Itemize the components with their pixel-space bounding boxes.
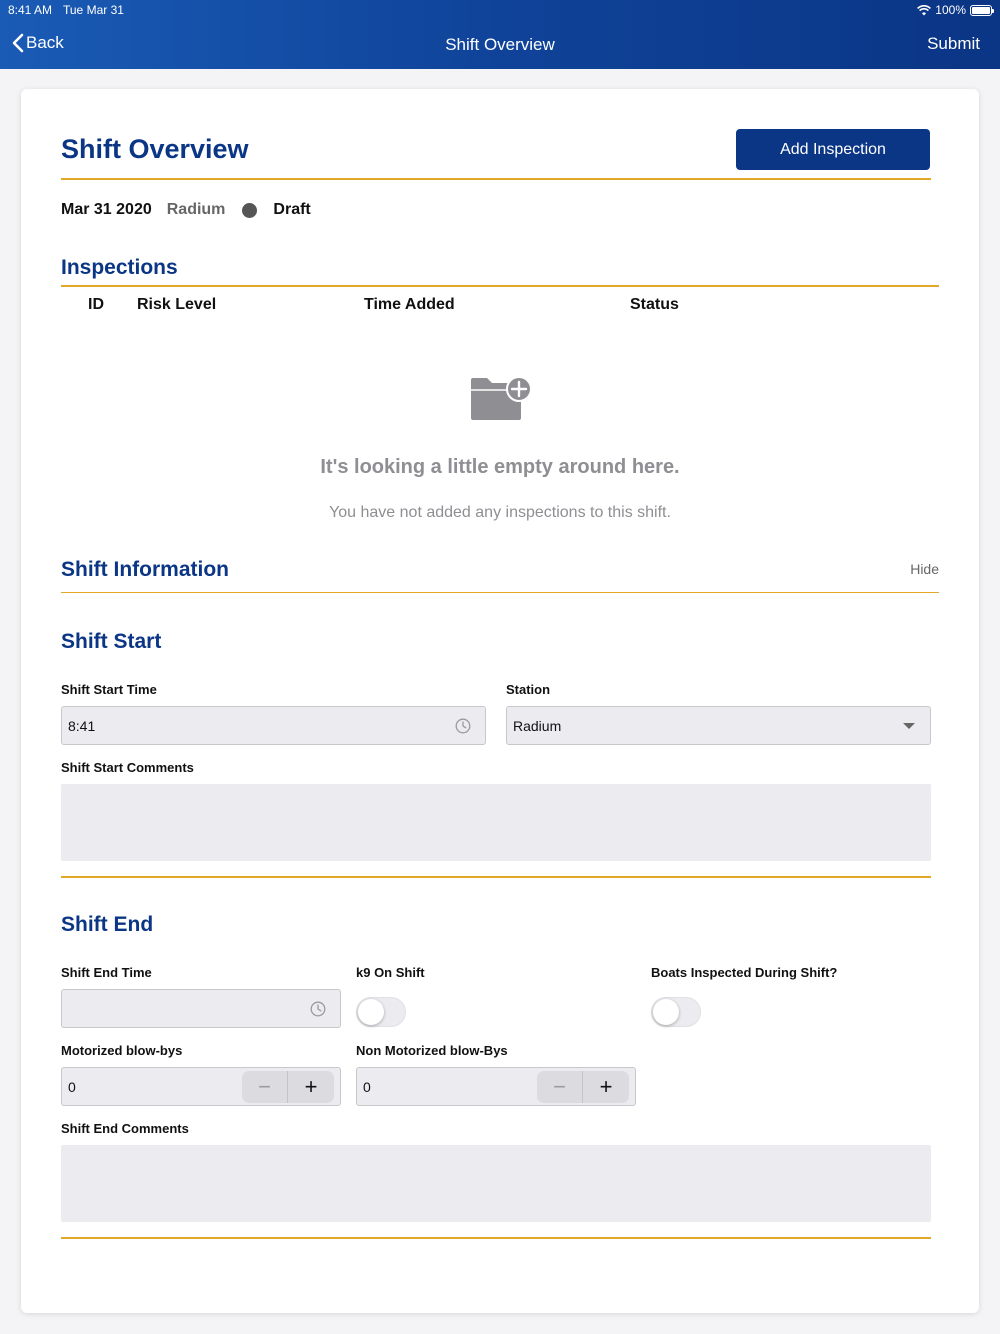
shift-start-comments-input[interactable] xyxy=(61,784,931,861)
motorized-blow-bys-label: Motorized blow-bys xyxy=(61,1043,183,1058)
hide-button[interactable]: Hide xyxy=(910,561,939,577)
shift-start-comments-label: Shift Start Comments xyxy=(61,760,194,775)
shift-start-title: Shift Start xyxy=(61,630,162,653)
motorized-blow-bys-field[interactable] xyxy=(61,1067,341,1106)
divider xyxy=(61,592,939,593)
shift-station: Radium xyxy=(166,201,226,218)
inspections-title: Inspections xyxy=(61,256,178,279)
add-inspection-button[interactable]: Add Inspection xyxy=(736,129,930,170)
column-header-status[interactable]: Status xyxy=(630,296,679,313)
divider xyxy=(61,876,931,878)
status-date: Tue Mar 31 xyxy=(63,3,124,17)
plus-icon[interactable]: + xyxy=(599,1074,613,1099)
folder-add-icon xyxy=(469,376,533,422)
divider xyxy=(61,285,939,287)
top-navigation-bar xyxy=(0,0,1000,69)
wifi-icon xyxy=(917,5,931,16)
boats-inspected-toggle[interactable] xyxy=(651,997,701,1027)
k9-on-shift-label: k9 On Shift xyxy=(356,965,425,980)
minus-icon[interactable]: − xyxy=(537,1071,583,1103)
shift-end-time-label: Shift End Time xyxy=(61,965,152,980)
shift-start-time-label: Shift Start Time xyxy=(61,682,157,697)
clock-icon xyxy=(455,718,471,734)
shift-meta xyxy=(61,201,311,219)
nav-title: Shift Overview xyxy=(445,35,555,54)
non-motorized-stepper xyxy=(537,1071,629,1103)
status-time: 8:41 AM xyxy=(8,3,53,17)
submit-button[interactable]: Submit xyxy=(927,34,980,53)
motorized-stepper xyxy=(242,1071,334,1103)
toggle-knob xyxy=(358,999,384,1025)
column-header-id[interactable]: ID xyxy=(88,296,104,313)
battery-percent: 100% xyxy=(935,3,966,17)
non-motorized-blow-bys-value: 0 xyxy=(363,1078,371,1095)
shift-status: Draft xyxy=(273,201,311,218)
shift-end-comments-input[interactable] xyxy=(61,1145,931,1222)
empty-state-subtitle: You have not added any inspections to this shift. xyxy=(329,504,671,521)
motorized-blow-bys-value: 0 xyxy=(68,1078,76,1095)
station-label: Station xyxy=(506,682,551,697)
column-header-time-added[interactable]: Time Added xyxy=(364,296,455,313)
boats-inspected-label: Boats Inspected During Shift? xyxy=(651,965,838,980)
divider xyxy=(61,1237,931,1239)
back-label: Back xyxy=(26,33,64,52)
page-title: Shift Overview xyxy=(61,134,249,164)
minus-icon[interactable]: − xyxy=(242,1071,288,1103)
shift-start-time-value: 8:41 xyxy=(68,717,96,734)
shift-overview-card xyxy=(21,89,979,1313)
status-indicators xyxy=(917,3,992,17)
shift-end-title: Shift End xyxy=(61,913,154,936)
station-value: Radium xyxy=(513,717,562,734)
clock-icon xyxy=(310,1001,326,1017)
dropdown-caret-icon xyxy=(902,722,916,730)
station-select[interactable] xyxy=(506,706,931,745)
shift-end-time-field[interactable] xyxy=(61,989,341,1028)
k9-on-shift-toggle[interactable] xyxy=(356,997,406,1027)
shift-end-comments-label: Shift End Comments xyxy=(61,1121,189,1136)
empty-state-title: It's looking a little empty around here. xyxy=(320,456,680,478)
plus-icon[interactable]: + xyxy=(304,1074,318,1099)
non-motorized-blow-bys-label: Non Motorized blow-Bys xyxy=(356,1043,508,1058)
toggle-knob xyxy=(653,999,679,1025)
battery-icon xyxy=(970,5,992,16)
shift-information-title: Shift Information xyxy=(61,558,229,581)
shift-start-time-field[interactable] xyxy=(61,706,486,745)
non-motorized-blow-bys-field[interactable] xyxy=(356,1067,636,1106)
status-dot-icon xyxy=(242,203,257,218)
divider xyxy=(61,178,931,180)
column-header-risk-level[interactable]: Risk Level xyxy=(137,296,217,313)
shift-date: Mar 31 2020 xyxy=(61,201,152,218)
